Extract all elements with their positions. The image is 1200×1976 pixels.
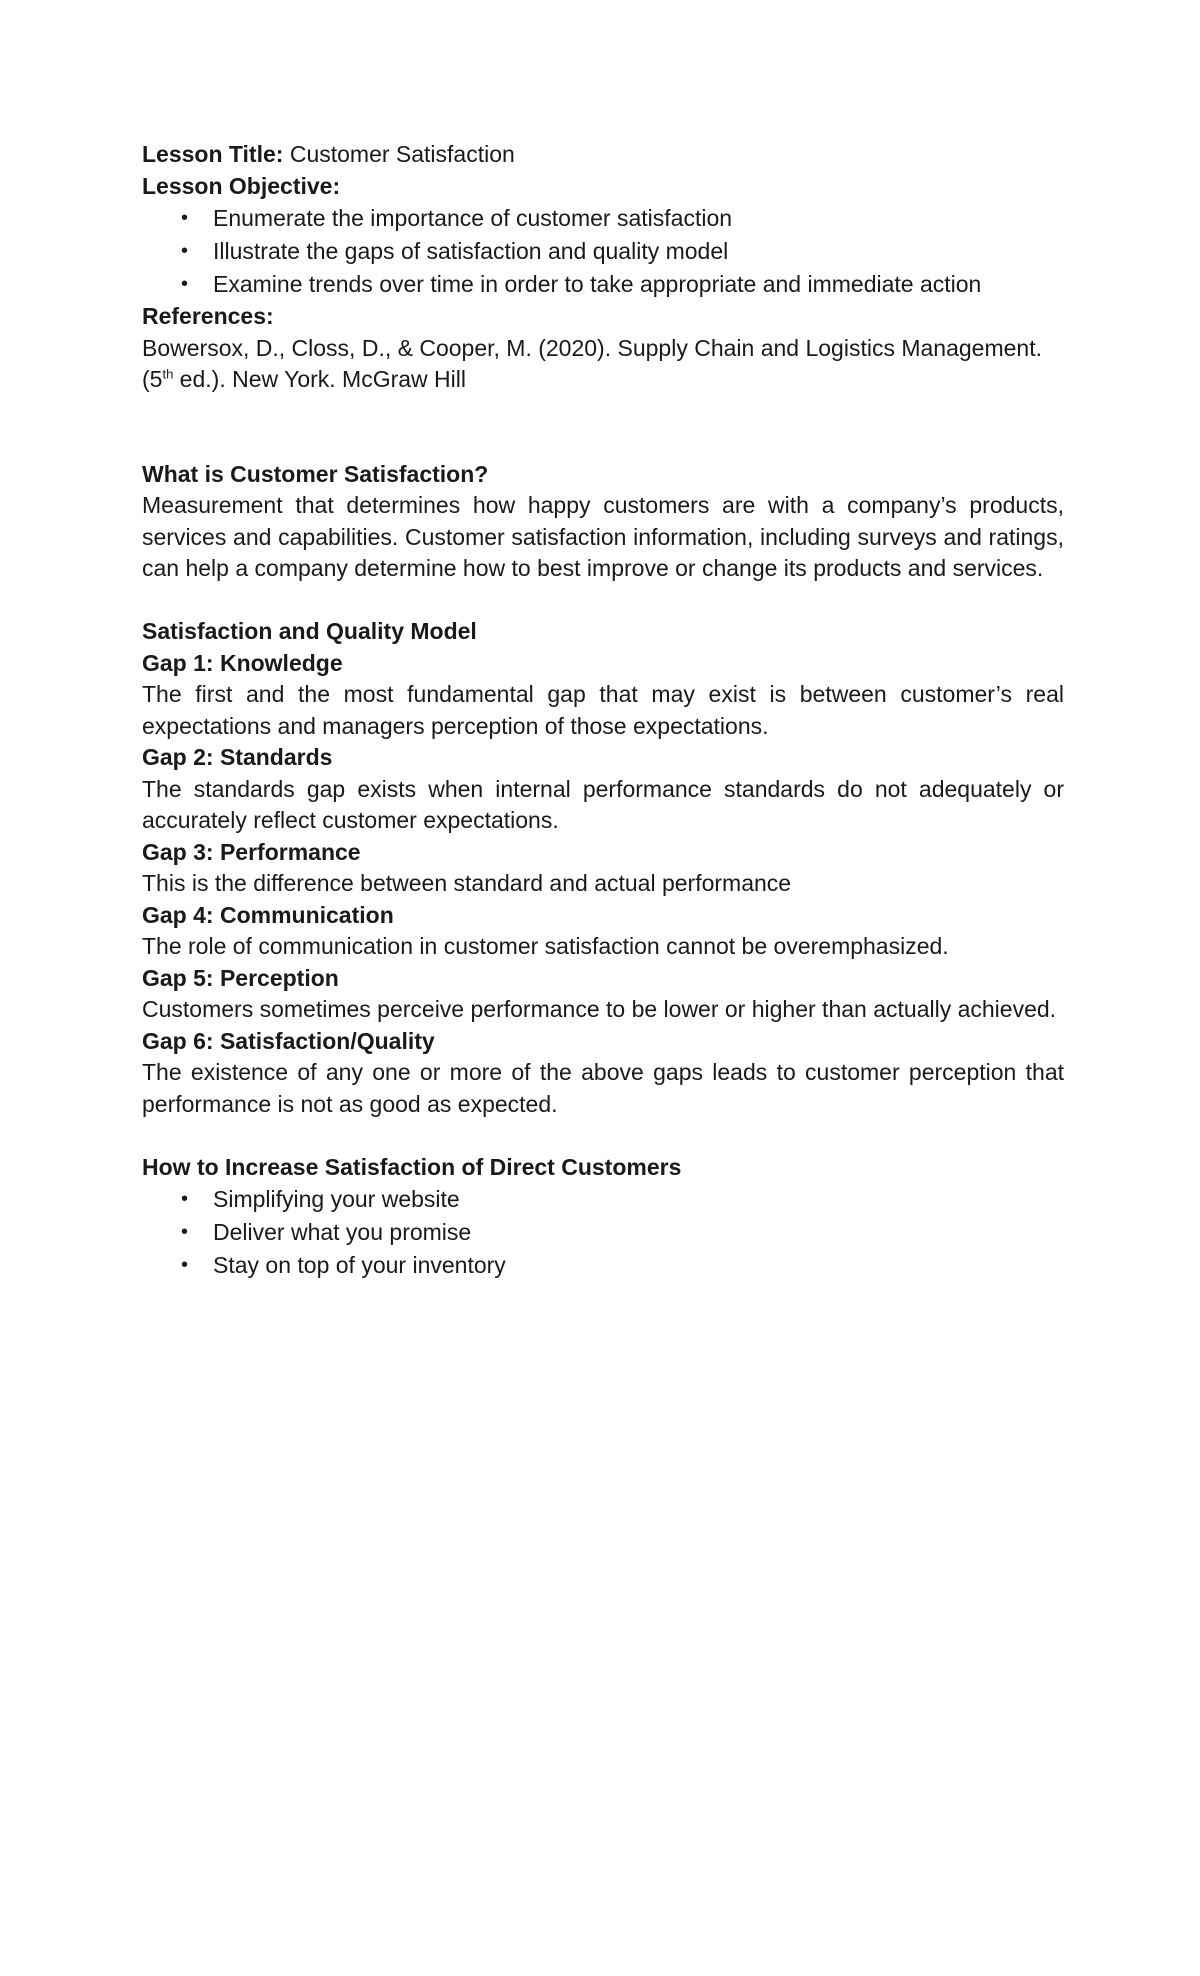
list-item	[142, 1183, 1064, 1216]
section-spacer	[142, 396, 1064, 459]
what-is-heading: What is Customer Satisfaction?	[142, 460, 489, 487]
reference-edition-sup: th	[162, 366, 174, 382]
reference-line-2	[142, 364, 1064, 396]
gap-4-text: The role of communication in customer satisfaction cannot be overemphasized.	[142, 933, 949, 959]
lesson-title-value: Customer Satisfaction	[283, 141, 515, 167]
list-item	[142, 202, 1064, 235]
gap-6-title: Gap 6: Satisfaction/Quality	[142, 1027, 435, 1054]
bullet-icon: •	[181, 1254, 189, 1276]
objective-text: Enumerate the importance of customer satisfaction	[213, 205, 733, 231]
gap-2-title: Gap 2: Standards	[142, 744, 333, 770]
gap-1-title: Gap 1: Knowledge	[142, 649, 343, 676]
gap-5-text: Customers sometimes perceive performance to be lower or higher than actually achieved.	[142, 996, 1057, 1022]
list-item	[142, 1249, 1064, 1282]
document-page	[142, 139, 1064, 1282]
section-spacer	[142, 585, 1064, 617]
gap-3-title: Gap 3: Performance	[142, 838, 361, 865]
gap-1-text: The first and the most fundamental gap that may exist is between customer’s real expectations and managers perception of those expectations.	[142, 681, 1064, 739]
reference-line-1: Bowersox, D., Closs, D., & Cooper, M. (2020). Supply Chain and Logistics Management.	[142, 334, 1042, 361]
increase-item-text: Deliver what you promise	[213, 1219, 472, 1245]
increase-item-text: Stay on top of your inventory	[213, 1252, 506, 1278]
gap-5-title: Gap 5: Perception	[142, 964, 339, 991]
increase-heading: How to Increase Satisfaction of Direct Customers	[142, 1153, 682, 1180]
bullet-icon: •	[181, 1221, 189, 1243]
reference-edition-rest: ed.). New York. McGraw Hill	[173, 366, 466, 392]
bullet-icon: •	[181, 1188, 189, 1210]
what-is-body: Measurement that determines how happy customers are with a company’s products, services and capabilities. Customer satisfaction information, including surveys and ratings, can help a company determine how to best improve or change its products and services.	[142, 492, 1064, 581]
objectives-list	[142, 202, 1064, 301]
lesson-title-line	[142, 139, 1064, 171]
section-spacer	[142, 1120, 1064, 1152]
gap-3-text: This is the difference between standard and actual performance	[142, 870, 792, 896]
lesson-objective-label: Lesson Objective:	[142, 172, 341, 199]
gap-6-text: The existence of any one or more of the above gaps leads to customer perception that performance is not as good as expected.	[142, 1059, 1064, 1117]
objective-text: Illustrate the gaps of satisfaction and quality model	[213, 238, 729, 264]
references-label: References:	[142, 303, 274, 329]
increase-list	[142, 1183, 1064, 1282]
gap-4-title: Gap 4: Communication	[142, 901, 394, 928]
bullet-icon: •	[181, 273, 189, 295]
list-item	[142, 268, 1064, 301]
reference-edition-open: (5	[142, 366, 163, 392]
bullet-icon: •	[181, 240, 189, 262]
model-heading: Satisfaction and Quality Model	[142, 618, 477, 644]
bullet-icon: •	[181, 207, 189, 229]
gap-2-text: The standards gap exists when internal performance standards do not adequately or accurately reflect customer expectations.	[142, 775, 1064, 833]
increase-item-text: Simplifying your website	[213, 1186, 460, 1212]
lesson-title-label: Lesson Title:	[142, 141, 284, 167]
objective-text: Examine trends over time in order to take appropriate and immediate action	[213, 271, 982, 297]
list-item	[142, 1216, 1064, 1249]
list-item	[142, 235, 1064, 268]
